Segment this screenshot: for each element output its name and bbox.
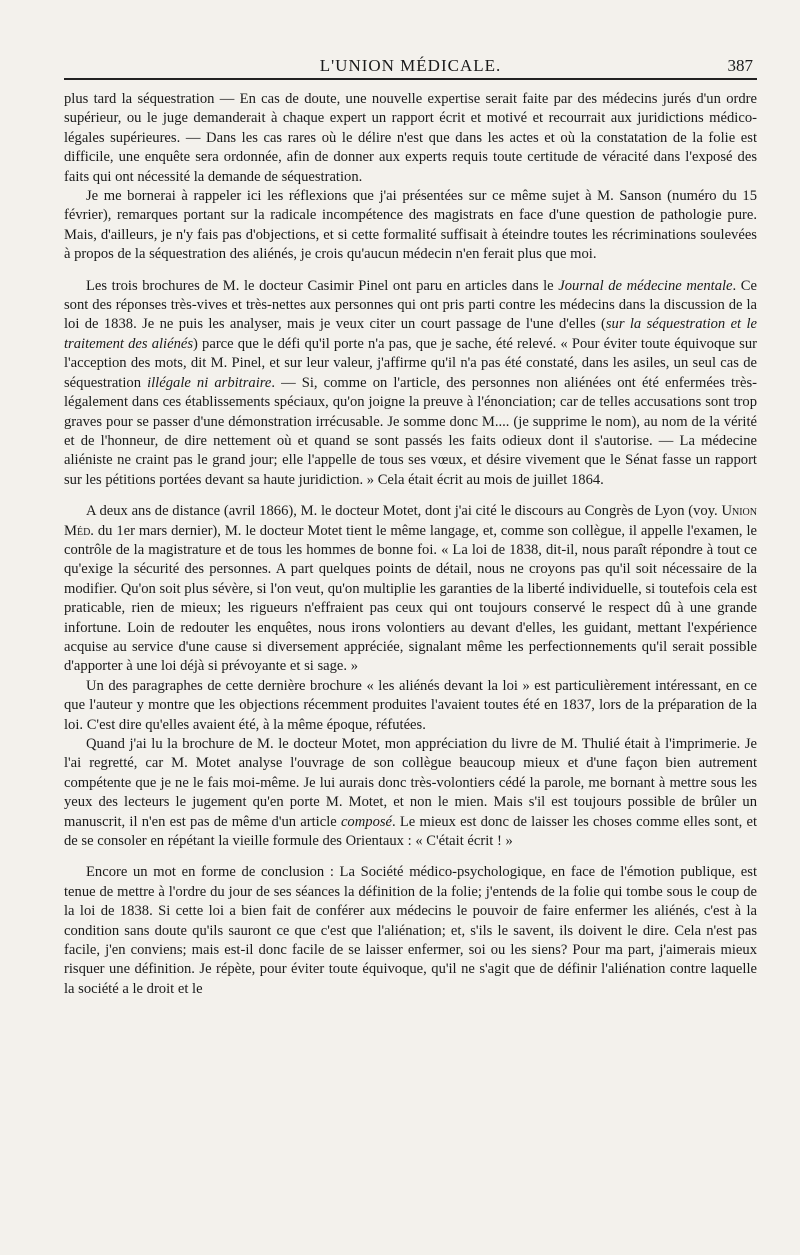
italic-title: illégale ni arbitraire	[147, 374, 272, 391]
paragraph-p7	[64, 863, 757, 999]
text-segment: plus tard la séquestration — En cas de doute, une nouvelle expertise serait faite par des médecins jurés d'un ordre supérieur, ou le juge demanderait à chaque expert un rapport écrit et motivé et recourrait aux juridictions médico-légales supérieures. — Dans les cas rares où le délire n'est que dans les actes et où la constatation de la folie est difficile, une enquête sera ordonnée, afin de donner aux experts requis toute certitude de véracité dans l'exposé des faits qui ont nécessité la demande de séquestration.	[64, 91, 757, 185]
article-body	[64, 90, 757, 999]
paragraph-p6	[64, 735, 757, 851]
text-segment: . Ce sont des réponses très-vives et très-nettes aux personnes qui ont pris parti contre les médecins dans la discussion de la loi de 1838. Je ne puis les analyser, mais je veux citer un court passage de l'une d'elles (	[64, 277, 757, 333]
paragraph-p1	[64, 90, 757, 187]
text-segment: Quand j'ai lu la brochure de M. le docteur Motet, mon appréciation du livre de M. Thulié était à l'imprimerie. Je l'ai regretté, car M. Motet analyse l'ouvrage de son collègue beaucoup mieux et d'une façon bien autrement compétente que je ne le fais moi-même. Je lui aurais donc très-volontiers cédé la parole, me bornant à mettre sous les yeux des lecteurs le jugement qu'en porte M. Motet, et non le mien. Mais s'il est toujours possible de brûler un manuscrit, il n'en est pas de même d'un article	[64, 736, 757, 830]
text-segment: . Le mieux est donc de laisser les choses comme elles sont, et de se consoler en répétant la vieille formule des Orientaux : « C'était écrit ! »	[64, 813, 757, 850]
paragraph-p5	[64, 677, 757, 735]
text-segment: ) parce que le défi qu'il porte n'a pas, que je sache, été relevé. « Pour éviter toute équivoque sur l'acception des mots, dit M. Pinel, et sur leur valeur, j'affirme qu'il n'a pas été constaté, dans les asiles, un seul cas de séquestration	[64, 335, 757, 391]
paragraph-p3	[64, 277, 757, 490]
paragraph-gap	[64, 490, 757, 502]
text-segment: Un des paragraphes de cette dernière brochure « les aliénés devant la loi » est particulièrement intéressant, en ce que l'auteur y montre que les objections récemment produites l'avaient toutes été en 1837, lors de la préparation de la loi. C'est dire qu'elles avaient été, à la même époque, réfutées.	[64, 677, 757, 733]
paragraph-gap	[64, 851, 757, 863]
text-segment: du 1er mars dernier), M. le docteur Motet tient le même langage, et, comme son collègue, il appelle l'examen, le contrôle de la magistrature et de tous les hommes de bonne foi. « La loi de 1838, dit-il, nous paraît répondre à tout ce qu'exige la sécurité des personnes. A part quelques points de détail, nous ne croyons pas qu'il soit nécessaire de la modifier. Qu'on soit plus sévère, si l'on veut, qu'on multiplie les garanties de la liberté individuelle, si toutefois cela est praticable, rien de mieux; les rigueurs n'effraient pas ceux qui ont toujours conservé le respect dû à une grande infortune. Loin de redouter les enquêtes, nous irons volontiers au devant d'elles, les guidant, mettant l'expérience acquise au service d'une cause si diversement appréciée, signalant même les perfectionnements qu'il serait possible d'apporter à une loi déjà si prévoyante et si sage. »	[64, 522, 757, 675]
italic-title: sur la séquestration et le traitement des aliénés	[64, 316, 757, 352]
italic-title: Journal de médecine mentale	[558, 277, 733, 294]
paragraph-p4	[64, 502, 757, 677]
italic-title: composé	[340, 813, 393, 830]
running-header	[64, 48, 757, 80]
text-segment: A deux ans de distance (avril 1866), M. le docteur Motet, dont j'ai cité le discours au Congrès de Lyon (voy.	[86, 503, 722, 520]
paragraph-gap	[64, 265, 757, 277]
text-segment: Encore un mot en forme de conclusion : La Société médico-psychologique, en face de l'émotion publique, est tenue de mettre à l'ordre du jour de ses séances la définition de la folie; j'entends de la folie qui tombe sous le coup de la loi de 1838. Si cette loi a bien fait de conférer aux médecins le pouvoir de faire enfermer les aliénés, c'est à la condition sans doute qu'ils sauront ce que c'est que l'aliénation; et, s'ils le savent, ils doivent le dire. Cela n'est pas facile, j'en conviens; mais est-il donc facile de se laisser enfermer, soi ou les siens? Pour ma part, j'aimerais mieux risquer une définition. Je répète, pour éviter toute équivoque, qu'il ne s'agit que de définir l'aliénation contre laquelle la société a le droit et le	[64, 864, 757, 997]
journal-reference: Union Méd.	[64, 503, 757, 539]
text-segment: . — Si, comme on l'article, des personnes non aliénées ont été enfermées très-légalement dans ces établissements spéciaux, qu'on joigne la preuve à l'énonciation; car de telles accusations sont trop graves pour se passer d'une démonstration irrécusable. Je somme donc M.... (je supprime le nom), au nom de la vérité et de l'honneur, de dire nettement où et quand se sont passés les faits odieux dont il s'autorise. — La médecine aliéniste ne craint pas le grand jour; elle l'appelle de tous ses vœux, et désire vivement que le Sénat fasse un rapport sur les pétitions portées devant sa haute juridiction. » Cela était écrit au mois de juillet 1864.	[64, 374, 757, 488]
paragraph-p2	[64, 187, 757, 265]
journal-title: L'UNION MÉDICALE.	[319, 56, 502, 75]
text-segment: Les trois brochures de M. le docteur Casimir Pinel ont paru en articles dans le	[86, 277, 559, 294]
text-segment: Je me bornerai à rappeler ici les réflexions que j'ai présentées sur ce même sujet à M. Sanson (numéro du 15 février), remarques portant sur la radicale incompétence des magistrats en face d'une question de pathologie pure. Mais, d'ailleurs, je n'y fais pas d'objections, et si cette formalité suffisait à éteindre toutes les récriminations soulevées à propos de la séquestration des aliénés, je crois qu'aucun médecin n'en ferait plus que moi.	[64, 188, 757, 263]
page-number: 387	[727, 56, 753, 75]
